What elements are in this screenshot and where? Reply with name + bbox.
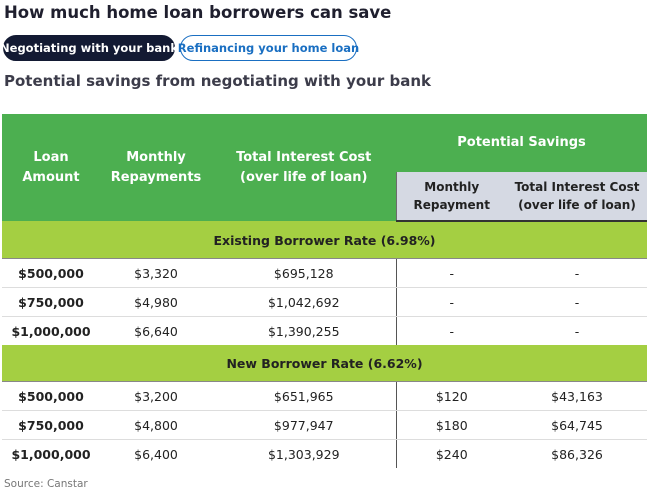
- subcol-header-total-interest: Total Interest Cost (over life of loan): [507, 172, 647, 221]
- group-band-existing: [2, 221, 647, 259]
- page-title: How much home loan borrowers can save: [4, 3, 392, 22]
- cell-saving-monthly: $240: [396, 440, 507, 469]
- table-row: [2, 382, 647, 411]
- table-subtitle: Potential savings from negotiating with your bank: [4, 72, 431, 90]
- cell-loan-amount: $500,000: [2, 382, 100, 411]
- cell-total-interest: $695,128: [212, 259, 396, 288]
- cell-saving-monthly: -: [396, 288, 507, 317]
- col-header-potential-savings: Potential Savings: [396, 114, 647, 172]
- cell-monthly-repayment: $4,800: [100, 411, 212, 440]
- tab-refinancing[interactable]: Refinancing your home loan: [180, 35, 357, 61]
- cell-monthly-repayment: $3,320: [100, 259, 212, 288]
- cell-monthly-repayment: $3,200: [100, 382, 212, 411]
- table-row: [2, 440, 647, 469]
- cell-total-interest: $1,042,692: [212, 288, 396, 317]
- table-row: [2, 259, 647, 288]
- cell-saving-monthly: $180: [396, 411, 507, 440]
- source-note: Source: Canstar: [4, 478, 88, 490]
- cell-loan-amount: $500,000: [2, 259, 100, 288]
- col-header-monthly-repayments: Monthly Repayments: [100, 114, 212, 221]
- cell-total-interest: $977,947: [212, 411, 396, 440]
- col-header-loan-amount: Loan Amount: [2, 114, 100, 221]
- cell-loan-amount: $1,000,000: [11, 323, 91, 339]
- cell-loan-amount: $1,000,000: [11, 446, 91, 462]
- table-row: [2, 317, 647, 346]
- table-row: [2, 288, 647, 317]
- cell-saving-monthly: $120: [396, 382, 507, 411]
- group-label: New Borrower Rate (6.62%): [2, 345, 647, 382]
- cell-total-interest: $651,965: [212, 382, 396, 411]
- tab-negotiating[interactable]: Negotiating with your bank: [3, 35, 175, 61]
- cell-saving-total: -: [507, 259, 647, 288]
- cell-total-interest: $1,390,255: [267, 323, 340, 339]
- cell-saving-total: -: [574, 323, 580, 339]
- savings-table: [2, 114, 647, 468]
- cell-monthly-repayment: $4,980: [100, 288, 212, 317]
- cell-saving-total: $43,163: [507, 382, 647, 411]
- cell-saving-total: -: [507, 288, 647, 317]
- cell-saving-monthly: -: [396, 317, 507, 346]
- cell-monthly-repayment: $6,640: [134, 323, 178, 339]
- cell-total-interest: $1,303,929: [267, 446, 340, 462]
- table-header-row: [2, 114, 647, 172]
- cell-saving-monthly: -: [396, 259, 507, 288]
- cell-saving-total: $86,326: [551, 446, 603, 462]
- cell-loan-amount: $750,000: [2, 411, 100, 440]
- subcol-header-monthly-repayment: Monthly Repayment: [396, 172, 507, 221]
- group-label: Existing Borrower Rate (6.98%): [2, 221, 647, 259]
- group-band-new: [2, 345, 647, 382]
- cell-monthly-repayment: $6,400: [134, 446, 178, 462]
- table-row: [2, 411, 647, 440]
- col-header-total-interest: Total Interest Cost (over life of loan): [212, 114, 396, 221]
- cell-saving-total: $64,745: [507, 411, 647, 440]
- cell-loan-amount: $750,000: [2, 288, 100, 317]
